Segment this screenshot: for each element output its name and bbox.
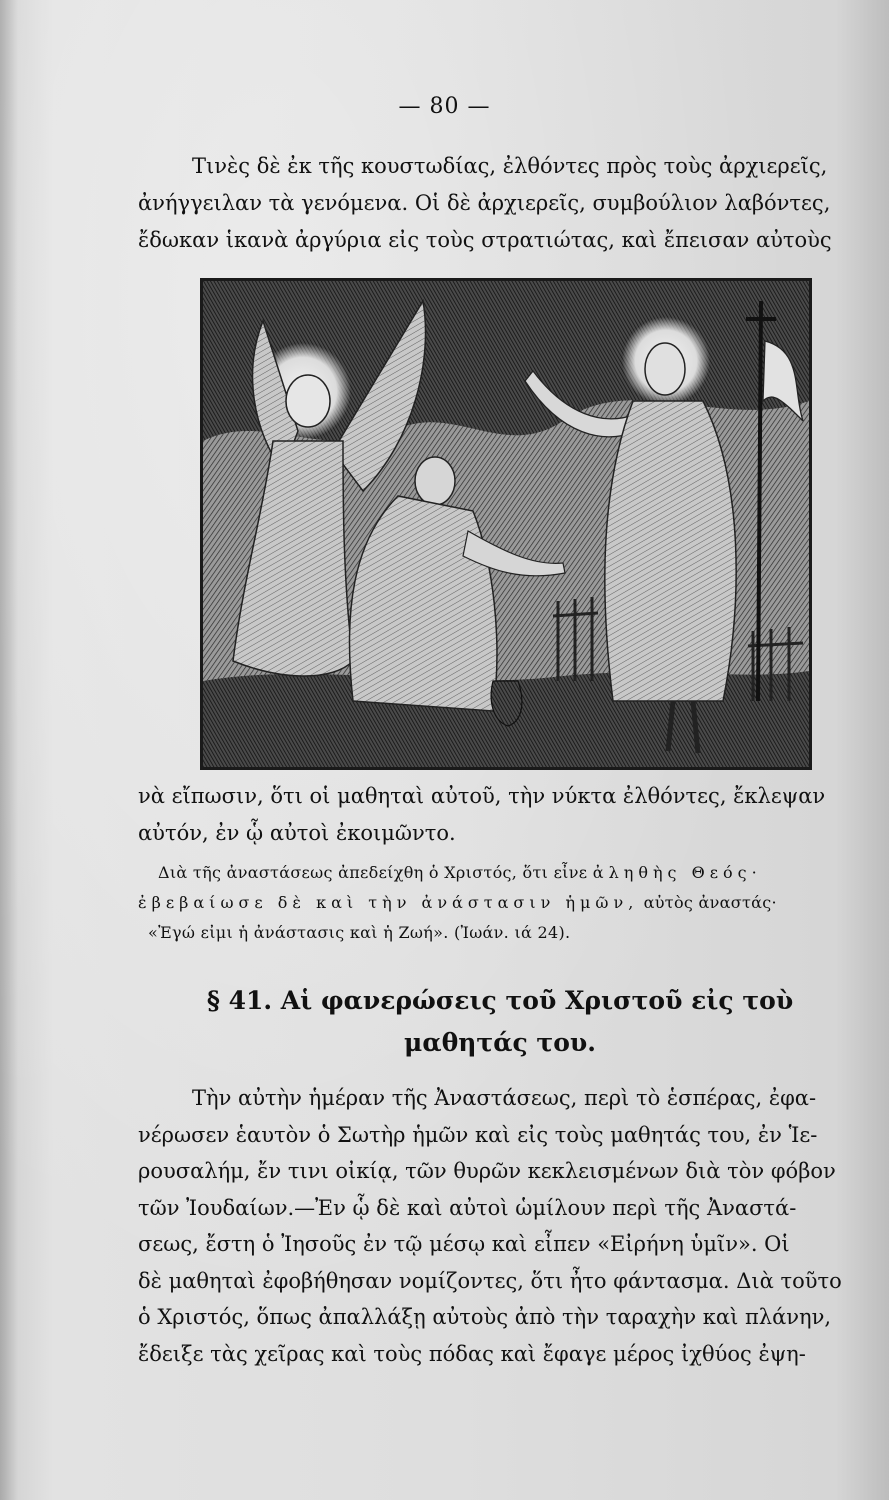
text-line: τῶν Ἰουδαίων.—Ἐν ᾧ δὲ καὶ αὐτοὶ ὡμίλουν περὶ τῆς Ἀναστά- bbox=[138, 1195, 797, 1220]
note-emphasis: ἀληθὴς Θεός· bbox=[592, 863, 762, 882]
text-line: ἔδειξε τὰς χεῖρας καὶ τοὺς πόδας καὶ ἔφαγε μέρος ἰχθύος ἐψη- bbox=[138, 1341, 806, 1366]
text-line: ὁ Χριστός, ὅπως ἀπαλλάξῃ αὐτοὺς ἀπὸ τὴν ταραχὴν καὶ πλάνην, bbox=[138, 1305, 832, 1329]
note-text: αὐτὸς ἀναστάς· bbox=[643, 893, 777, 912]
spine-shadow bbox=[0, 0, 18, 1500]
note-emphasis: ἐβεβαίωσε δὲ καὶ τὴν ἀνάστασιν ἡμῶν, bbox=[138, 893, 639, 912]
footnote-block bbox=[138, 858, 864, 948]
paragraph-body bbox=[138, 1080, 864, 1372]
paragraph-after bbox=[138, 778, 864, 852]
page-number: — 80 — bbox=[398, 94, 491, 119]
note-line bbox=[138, 888, 864, 918]
note-line bbox=[138, 858, 864, 888]
note-line: «Ἐγώ εἰμι ἡ ἀνάστασις καὶ ἡ Ζωή». (Ἰωάν. ιά 24). bbox=[148, 923, 571, 942]
text-line: αὐτόν, ἐν ᾧ αὐτοὶ ἐκοιμῶντο. bbox=[138, 821, 456, 845]
section-heading bbox=[150, 980, 850, 1064]
heading-line: § 41. Αἱ φανερώσεις τοῦ Χριστοῦ εἰς τοὺ bbox=[206, 986, 794, 1015]
heading-line: μαθητάς του. bbox=[404, 1028, 596, 1057]
text-line: Τὴν αὐτὴν ἡμέραν τῆς Ἀναστάσεως, περὶ τὸ ἑσπέρας, ἐφα- bbox=[192, 1086, 817, 1110]
text-line: νὰ εἴπωσιν, ὅτι οἱ μαθηταὶ αὐτοῦ, τὴν νύκτα ἐλθόντες, ἔκλεψαν bbox=[138, 784, 826, 808]
paragraph-top bbox=[138, 148, 864, 259]
text-line: σεως, ἔστη ὁ Ἰησοῦς ἐν τῷ μέσῳ καὶ εἶπεν «Εἰρήνη ὑμῖν». Οἱ bbox=[138, 1232, 790, 1256]
note-text: Διὰ τῆς ἀναστάσεως ἀπεδείχθη ὁ Χριστός, ὅτι εἶνε bbox=[158, 863, 588, 882]
text-line: ρουσαλήμ, ἔν τινι οἰκίᾳ, τῶν θυρῶν κεκλεισμένων διὰ τὸν φόβον bbox=[138, 1159, 836, 1183]
text-line: Τινὲς δὲ ἐκ τῆς κουστωδίας, ἐλθόντες πρὸς τοὺς ἀρχιερεῖς, bbox=[192, 154, 828, 178]
text-line: ἔδωκαν ἱκανὰ ἀργύρια εἰς τοὺς στρατιώτας, καὶ ἔπεισαν αὐτοὺς bbox=[138, 228, 832, 252]
engraving-drawing bbox=[203, 281, 809, 767]
resurrection-engraving bbox=[200, 278, 812, 770]
text-line: ἀνήγγειλαν τὰ γενόμενα. Οἱ δὲ ἀρχιερεῖς, συμβούλιον λαβόντες, bbox=[138, 191, 831, 215]
text-line: δὲ μαθηταὶ ἐφοβήθησαν νομίζοντες, ὅτι ἦτο φάντασμα. Διὰ τοῦτο bbox=[138, 1268, 842, 1293]
text-line: νέρωσεν ἑαυτὸν ὁ Σωτὴρ ἡμῶν καὶ εἰς τοὺς μαθητάς του, ἐν Ἱε- bbox=[138, 1122, 818, 1147]
